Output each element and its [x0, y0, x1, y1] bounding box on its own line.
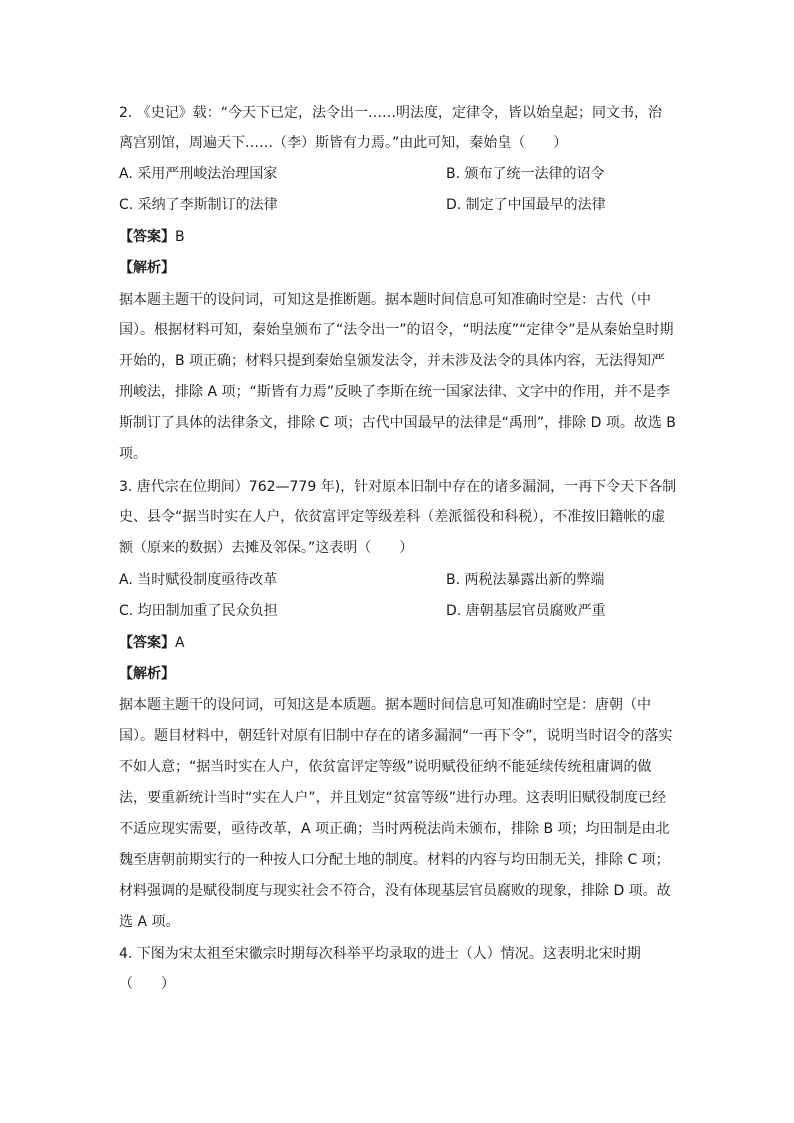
q3-analysis-tag: 【解析】	[119, 666, 175, 682]
answer-value: B	[175, 229, 185, 245]
q2-analysis-tag: 【解析】	[119, 260, 175, 276]
q3-option-b: B. 两税法暴露出新的弊端	[446, 572, 605, 588]
q2-option-b: B. 颁布了统一法律的诏令	[446, 166, 605, 182]
q3-analysis-line-1: 据本题主题干的设问词，可知这是本质题。据本题时间信息可知准确时空是：唐朝（中	[119, 697, 651, 713]
q4-stem-line-2: （ ）	[119, 976, 175, 992]
answer-value: A	[175, 635, 185, 651]
q2-analysis-line-1: 据本题主题干的设问词，可知这是推断题。据本题时间信息可知准确时空是：古代（中	[119, 292, 651, 308]
q2-analysis-line-3: 开始的，B 项正确；材料只提到秦始皇颁发法令，并未涉及法令的具体内容，无法得知严	[119, 353, 666, 369]
q3-answer	[119, 633, 185, 653]
q3-analysis-line-2: 国）。题目材料中，朝廷针对原有旧制中存在的诸多漏洞“一再下令”，说明当时诏令的落实	[119, 728, 673, 744]
q2-option-d: D. 制定了中国最早的法律	[446, 197, 606, 213]
answer-tag: 【答案】	[119, 635, 175, 651]
answer-tag: 【答案】	[119, 229, 175, 245]
q3-analysis-line-5: 不适应现实需要，亟待改革，A 项正确；当时两税法尚未颁布，排除 B 项；均田制是由北	[119, 821, 670, 837]
q2-option-c: C. 采纳了李斯制订的法律	[119, 197, 278, 213]
q2-answer	[119, 227, 185, 247]
q3-stem-line-3: 额（原来的数据）去摊及邻保。”这表明（ ）	[119, 540, 414, 556]
q3-stem-line-2: 史、县令“据当时实在人户，依贫富评定等级差科（差派徭役和科税），不准按旧籍帐的虚	[119, 509, 666, 525]
q2-analysis-line-2: 国）。根据材料可知，秦始皇颁布了“法令出一”的诏令，“明法度”“定律令”是从秦始皇时期	[119, 322, 674, 338]
q3-analysis-line-8: 选 A 项。	[119, 914, 180, 930]
q2-analysis-line-6: 项。	[119, 446, 147, 462]
q3-option-d: D. 唐朝基层官员腐败严重	[446, 603, 606, 619]
q3-analysis-line-6: 魏至唐朝前期实行的一种按人口分配土地的制度。材料的内容与均田制无关，排除 C 项；	[119, 852, 670, 868]
q2-analysis-line-5: 斯制订了具体的法律条文，排除 C 项；古代中国最早的法律是“禹刑”，排除 D 项。故选 B	[119, 415, 676, 431]
q3-analysis-line-7: 材料强调的是赋役制度与现实社会不符合，没有体现基层官员腐败的现象，排除 D 项。故	[119, 883, 671, 899]
q3-option-c: C. 均田制加重了民众负担	[119, 603, 278, 619]
q2-option-a: A. 采用严刑峻法治理国家	[119, 166, 278, 182]
q3-stem-line-1: 3. 唐代宗在位期间）762—779 年)，针对原本旧制中存在的诸多漏洞，一再下令天下各制	[119, 479, 677, 495]
q3-analysis-line-4: 法，要重新统计当时“实在人户”，并且划定“贫富等级”进行办理。这表明旧赋役制度已经	[119, 790, 667, 806]
q3-option-a: A. 当时赋役制度亟待改革	[119, 572, 278, 588]
q4-stem-line-1: 4. 下图为宋太祖至宋徽宗时期每次科举平均录取的进士（人）情况。这表明北宋时期	[119, 946, 641, 962]
q3-analysis-line-3: 不如人意；“据当时实在人户，依贫富评定等级”说明赋役征纳不能延续传统租庸调的做	[119, 759, 652, 775]
q2-stem-line-1: 2. 《史记》载：“今天下已定，法令出一……明法度，定律令，皆以始皇起；同文书，治	[119, 105, 663, 121]
q2-analysis-line-4: 刑峻法，排除 A 项；“斯皆有力焉”反映了李斯在统一国家法律、文字中的作用，并不是李	[119, 384, 670, 400]
q2-stem-line-2: 离宫别馆，周遍天下……（李）斯皆有力焉。”由此可知，秦始皇（ ）	[119, 135, 568, 151]
